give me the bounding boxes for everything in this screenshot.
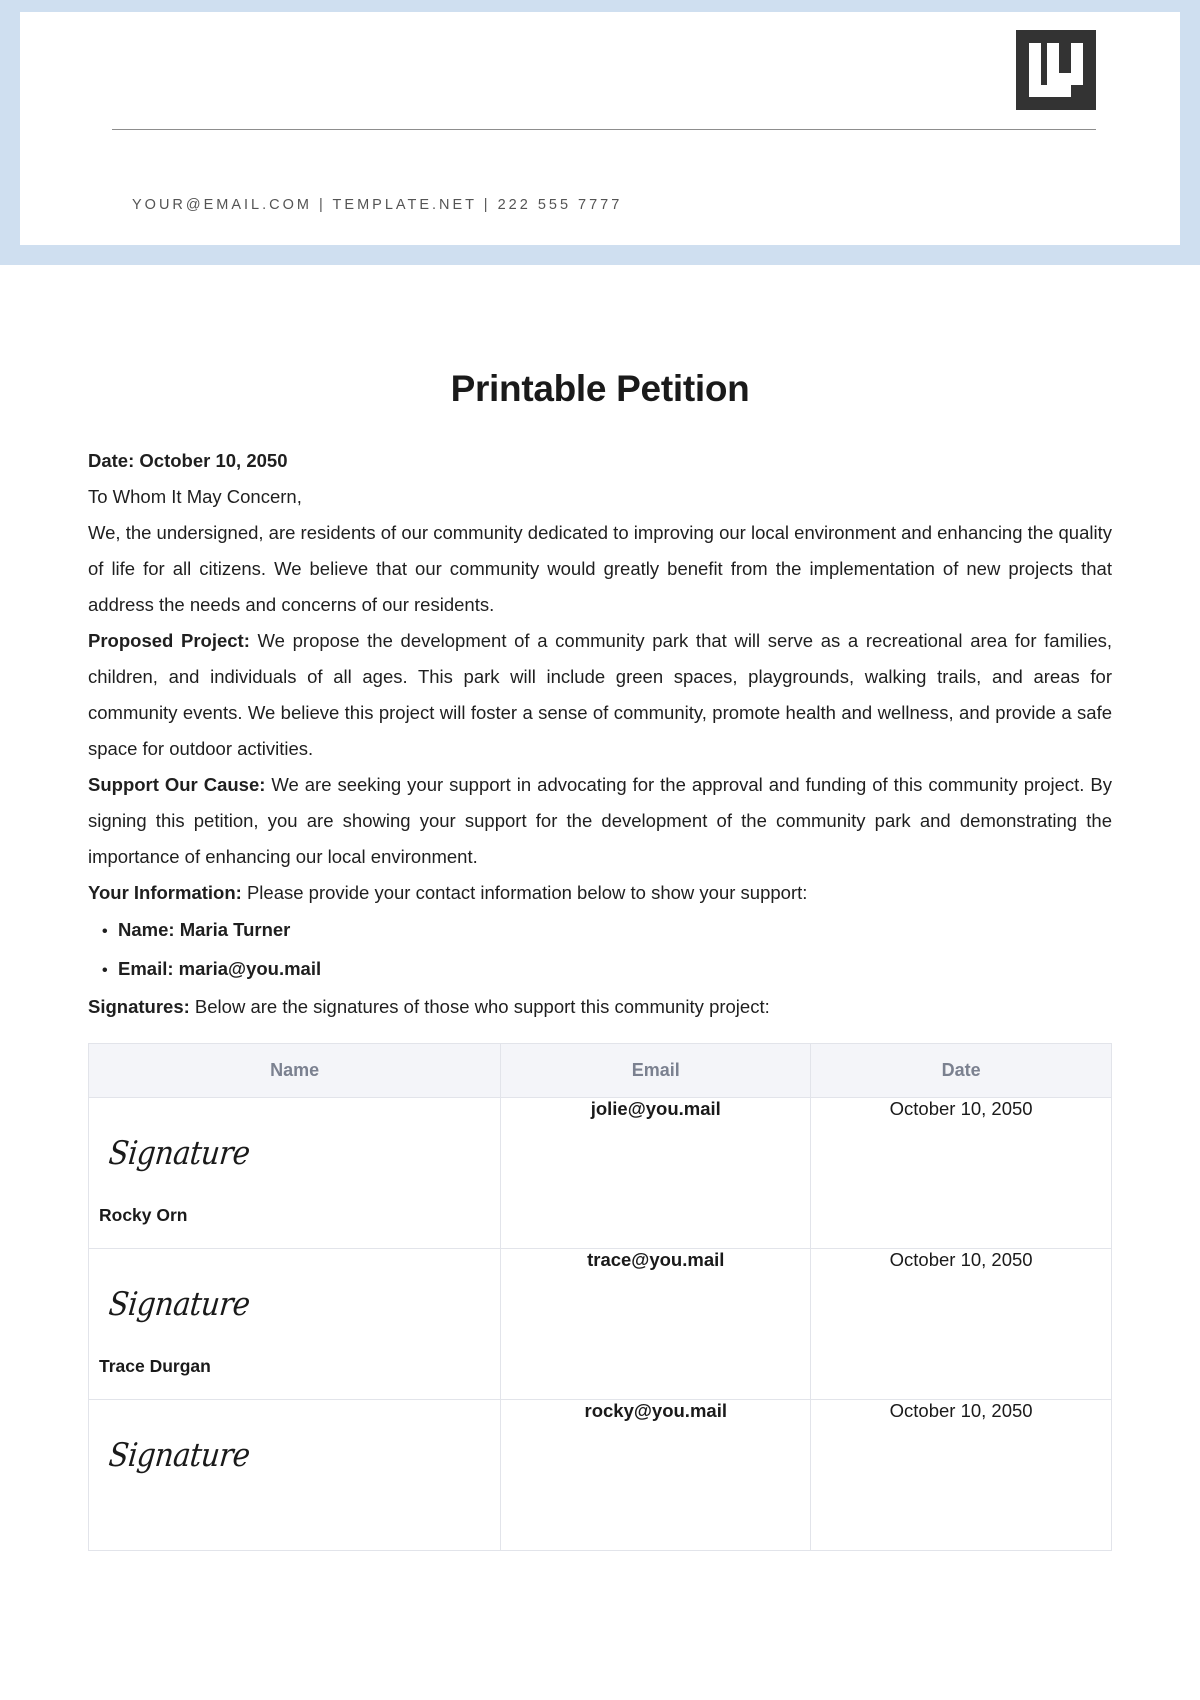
signatures-intro-paragraph: [88, 989, 1112, 1025]
signatures-label: Signatures:: [88, 996, 190, 1017]
signature-name-cell: [89, 1400, 501, 1551]
signature-name-cell: [89, 1098, 501, 1249]
proposed-project-paragraph: [88, 623, 1112, 767]
support-our-cause-label: Support Our Cause:: [88, 774, 266, 795]
support-our-cause-paragraph: [88, 767, 1112, 875]
date-line-text: Date: October 10, 2050: [88, 450, 288, 471]
table-row: [89, 1400, 1112, 1551]
proposed-project-text: We propose the development of a community park that will serve as a recreational area for families, children, and individuals of all ages. This park will include green spaces, playgrounds, walking trails, and areas for community events. We believe this project will foster a sense of community, promote health and wellness, and provide a safe space for outdoor activities.: [88, 630, 1113, 759]
signatures-table: [88, 1043, 1112, 1551]
document-body: [0, 368, 1200, 1551]
signatures-text: Below are the signatures of those who support this community project:: [189, 996, 770, 1017]
signer-name: Trace Durgan: [99, 1356, 211, 1376]
contact-info-line: YOUR@EMAIL.COM | TEMPLATE.NET | 222 555 7777: [132, 197, 623, 213]
signature-mark: Signature: [106, 1436, 252, 1475]
your-information-paragraph: [88, 875, 1112, 911]
signature-name-cell: [89, 1249, 501, 1400]
proposed-project-label: Proposed Project:: [88, 630, 250, 651]
column-header-email: Email: [501, 1044, 811, 1098]
your-information-text: Please provide your contact information below to show your support:: [241, 882, 808, 903]
your-information-label: Your Information:: [88, 882, 242, 903]
signature-mark: Signature: [106, 1285, 252, 1324]
header-divider: [112, 129, 1096, 130]
signature-mark: Signature: [106, 1134, 252, 1173]
signer-email: rocky@you.mail: [501, 1400, 811, 1551]
table-header-row: [89, 1044, 1112, 1098]
logo-glyph-icon: [1029, 43, 1083, 97]
letterhead-card: [20, 12, 1180, 245]
signer-email: trace@you.mail: [501, 1249, 811, 1400]
lu-monogram-logo-icon: [1016, 30, 1096, 110]
page-title: Printable Petition: [450, 368, 750, 409]
table-row: [89, 1098, 1112, 1249]
table-row: [89, 1249, 1112, 1400]
list-item: • Name: Maria Turner: [102, 911, 1112, 950]
signer-date: October 10, 2050: [811, 1098, 1112, 1249]
list-item: • Email: maria@you.mail: [102, 950, 1112, 989]
salutation: To Whom It May Concern,: [88, 486, 302, 507]
date-line: [88, 443, 1112, 479]
signer-name: Rocky Orn: [99, 1205, 188, 1225]
signer-date: October 10, 2050: [811, 1400, 1112, 1551]
support-our-cause-text: We are seeking your support in advocating for the approval and funding of this community project. By signing this petition, you are showing your support for the development of the community park and demonstrating the importance of enhancing our local environment.: [88, 774, 1112, 867]
signer-date: October 10, 2050: [811, 1249, 1112, 1400]
intro-paragraph: We, the undersigned, are residents of our community dedicated to improving our local environment and enhancing the quality of life for all citizens. We believe that our community would greatly benefit from the implementation of new projects that address the needs and concerns of our residents.: [88, 522, 1112, 615]
column-header-date: Date: [811, 1044, 1112, 1098]
letterhead-band: [0, 0, 1200, 265]
signer-email: jolie@you.mail: [501, 1098, 811, 1249]
contact-bullet-list: [88, 911, 1112, 989]
column-header-name: Name: [89, 1044, 501, 1098]
